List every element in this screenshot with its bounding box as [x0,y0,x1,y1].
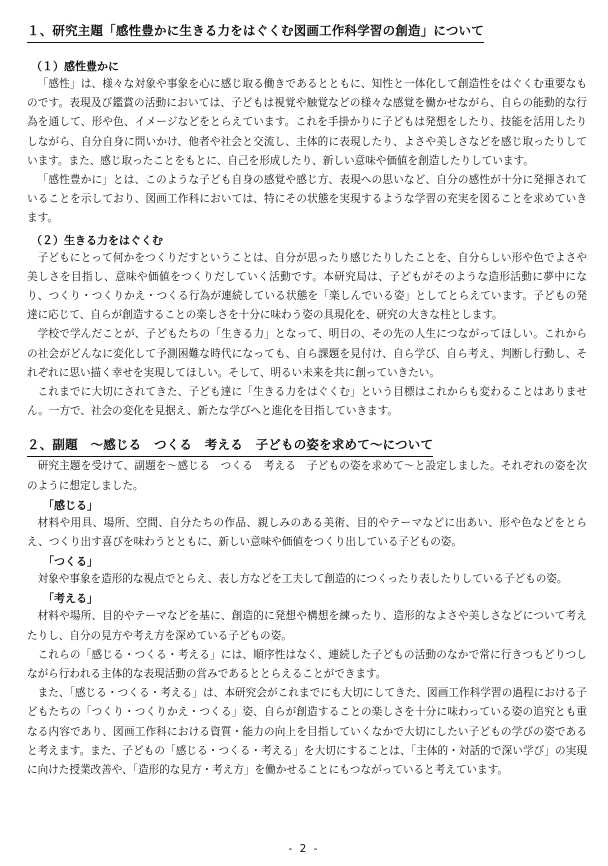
section1-heading: １、研究主題「感性豊かに生きる力をはぐくむ図画工作科学習の創造」について [27,21,484,43]
paragraph: 対象や事象を造形的な視点でとらえ、表し方などを工夫して創造的につくったり表したりしている子どもの姿。 [37,573,568,586]
paragraph: 研究主題を受けて、副題を～感じる つくる 考える 子どもの姿を求めて～と設定しました。それぞれの姿を次のように想定しました。 [27,460,587,492]
page-number: - 2 - [288,843,320,855]
term-kanjiru: 「感じる」 [43,498,98,512]
paragraph: 学校で学んだことが、子どもたちの「生きる力」となって、明日の、その先の人生につながってほしい。これからの社会がどんなに変化して予測困難な時代になっても、自ら課題を見付け、自ら学び、自ら考え、判断し行動し、それぞれに思い描く幸せを実現してほしい。そして、明るい未来を共に創っていきたい。 [27,328,587,379]
paragraph: 材料や場所、目的やテーマなどを基に、創造的に発想や構想を練ったり、造形的なよさや美しさなどについて考えたりし、自分の見方や考え方を深めている子どもの姿。 [27,610,587,642]
paragraph: また、「感じる・つくる・考える」は、本研究会がこれまでにも大切にしてきた、図画工作科学習の過程における子どもたちの「つくり・つくりかえ・つくる」姿、自らが創造することの楽しさを十分に味わっている姿の追究とも重なる内容であり、図画工作科における資質・能力の向上を目指していくなかで大切にしたい子どもの学びの姿であると考えます。また、子どもの「感じる・つくる・考える」を大切にすることは、「主体的・対話的で深い学び」の実現に向けた授業改善や、「造形的な見方・考え方」を働かせることにもつながっていると考えています。 [27,687,587,777]
subsection-title-ikiru-chikara: （２）生きる力をはぐくむ [31,233,163,247]
term-kangaeru: 「考える」 [43,592,98,606]
term-tsukuru: 「つくる」 [43,555,98,569]
paragraph: 「感性豊かに」とは、このような子ども自身の感覚や感じ方、表現への思いなど、自分の感性が十分に発揮されていることを示しており、図画工作科においては、特にその状態を実現するような学習の充実を図ることを求めていきます。 [27,174,587,225]
paragraph: 子どもにとって何かをつくりだすということは、自分が思ったり感じたりしたことを、自分らしい形や色でよさや美しさを目指し、意味や価値をつくりだしていく活動です。本研究局は、子どもがそのような造形活動に夢中になり、つくり・つくりかえ・つくる行為が連続している状態を「楽しんでいる姿」としてとらえています。子どもの発達に応じて、自らが創造することの楽しさを十分に味わう姿の具現化を、研究の大きな柱とします。 [27,251,587,322]
section2-heading: ２、副題 ～感じる つくる 考える 子どもの姿を求めて～について [27,435,433,457]
paragraph: 材料や用具、場所、空間、自分たちの作品、親しみのある美術、目的やテーマなどに出あい、形や色などをとらえ、つくり出す喜びを味わうとともに、新しい意味や価値をつくり出している子どもの姿。 [27,516,587,549]
paragraph: これまでに大切にされてきた、子ども達に「生きる力をはぐくむ」という目標はこれからも変わることはありません。一方で、社会の変化を見据え、新たな学びへと進化を目指していきます。 [27,386,587,418]
document-page [27,20,587,780]
paragraph: これらの「感じる・つくる・考える」には、順序性はなく、連続した子どもの活動のなかで常に行きつもどりつしながら行われる主体的な表現活動の営みであるととらえることができます。 [27,648,587,681]
subsection-title-kansei: （１）感性豊かに [31,60,119,73]
paragraph: 「感性」は、様々な対象や事象を心に感じ取る働きであるとともに、知性と一体化して創造性をはぐくむ重要なものです。表現及び鑑賞の活動においては、子どもは視覚や触覚などの様々な感覚を働かせながら、自らの能動的な行為を通して、形や色、イメージなどをとらえています。これを手掛かりに子どもは発想をしたり、技能を活用したりしながら、自分自身に問いかけ、他者や社会と交流し、主体的に表現したり、よさや美しさなどを感じ取ったりしています。また、感じ取ったことをもとに、自己を形成したり、新しい意味や価値を創造したりしています。 [27,78,587,167]
